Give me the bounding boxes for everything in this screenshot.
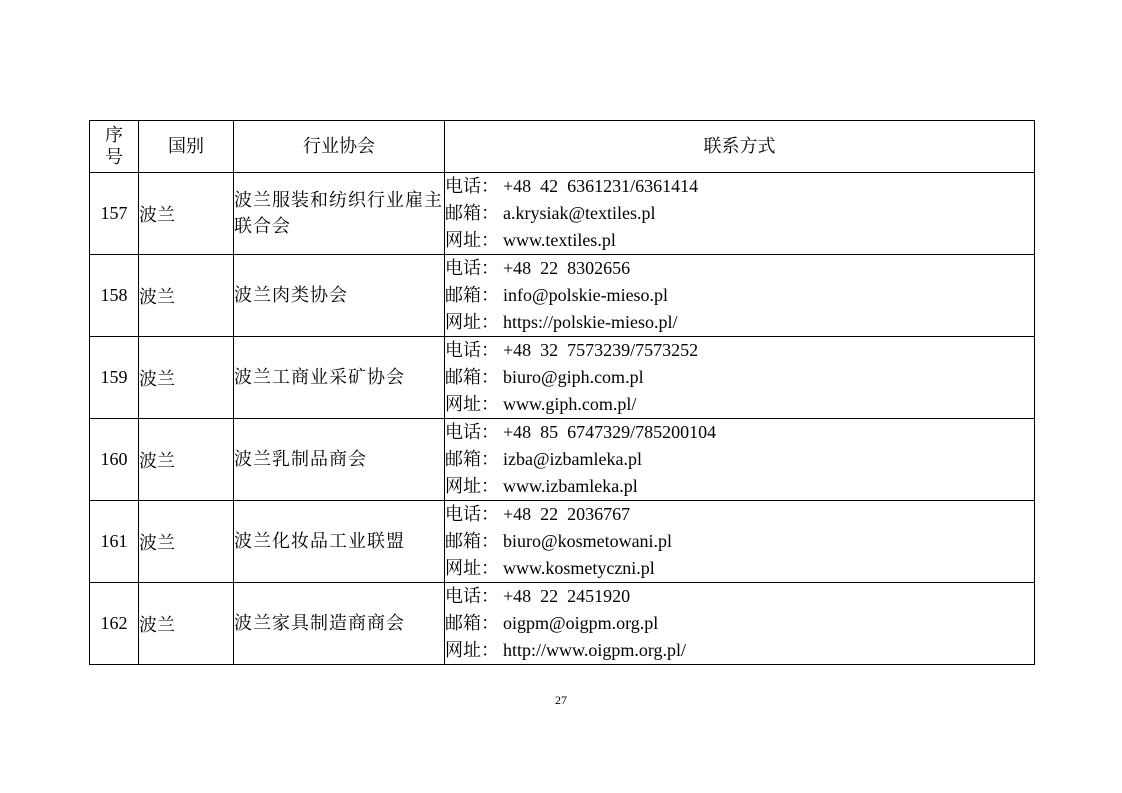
website-label: 网址： — [445, 230, 499, 251]
row-country: 波兰 — [139, 583, 234, 665]
contact-website — [445, 555, 1034, 582]
email-value: oigpm@oigpm.org.pl — [503, 613, 659, 633]
contact-email — [445, 282, 1034, 309]
website-value: www.textiles.pl — [503, 230, 616, 250]
email-label: 邮箱： — [445, 613, 499, 634]
phone-value: +48 85 6747329/785200104 — [503, 422, 717, 442]
contact-website — [445, 309, 1034, 336]
contact-email — [445, 528, 1034, 555]
email-label: 邮箱： — [445, 203, 499, 224]
phone-value: +48 22 2451920 — [503, 586, 631, 606]
row-country: 波兰 — [139, 419, 234, 501]
phone-label: 电话： — [445, 504, 499, 525]
row-contact — [445, 583, 1035, 665]
header-country: 国别 — [139, 121, 234, 173]
contact-website — [445, 637, 1034, 664]
header-contact: 联系方式 — [445, 121, 1035, 173]
table-row — [90, 501, 1035, 583]
row-association: 波兰家具制造商商会 — [234, 583, 445, 665]
phone-label: 电话： — [445, 340, 499, 361]
association-table — [89, 120, 1035, 665]
table-row — [90, 173, 1035, 255]
page-number: 27 — [555, 693, 567, 707]
contact-website — [445, 227, 1034, 254]
row-country: 波兰 — [139, 501, 234, 583]
contact-email — [445, 200, 1034, 227]
contact-phone — [445, 255, 1034, 282]
table-row — [90, 255, 1035, 337]
phone-label: 电话： — [445, 258, 499, 279]
email-value: a.krysiak@textiles.pl — [503, 203, 656, 223]
contact-email — [445, 446, 1034, 473]
row-contact — [445, 255, 1035, 337]
website-label: 网址： — [445, 476, 499, 497]
header-number-line2: 号 — [105, 146, 123, 168]
row-number: 159 — [90, 337, 139, 419]
contact-phone — [445, 337, 1034, 364]
contact-email — [445, 364, 1034, 391]
email-label: 邮箱： — [445, 449, 499, 470]
email-label: 邮箱： — [445, 531, 499, 552]
row-country: 波兰 — [139, 173, 234, 255]
website-label: 网址： — [445, 640, 499, 661]
phone-label: 电话： — [445, 422, 499, 443]
row-association: 波兰工商业采矿协会 — [234, 337, 445, 419]
row-association: 波兰肉类协会 — [234, 255, 445, 337]
row-number: 160 — [90, 419, 139, 501]
website-value: www.kosmetyczni.pl — [503, 558, 655, 578]
row-association: 波兰化妆品工业联盟 — [234, 501, 445, 583]
contact-phone — [445, 419, 1034, 446]
header-association: 行业协会 — [234, 121, 445, 173]
table-header-row — [90, 121, 1035, 173]
table-row — [90, 583, 1035, 665]
email-value: info@polskie-mieso.pl — [503, 285, 669, 305]
phone-label: 电话： — [445, 176, 499, 197]
row-number: 162 — [90, 583, 139, 665]
email-label: 邮箱： — [445, 285, 499, 306]
header-number-line1: 序 — [105, 124, 123, 146]
email-value: izba@izbamleka.pl — [503, 449, 643, 469]
phone-value: +48 22 2036767 — [503, 504, 631, 524]
row-association: 波兰服装和纺织行业雇主联合会 — [234, 173, 445, 255]
website-value: http://www.oigpm.org.pl/ — [503, 640, 687, 660]
phone-label: 电话： — [445, 586, 499, 607]
phone-value: +48 32 7573239/7573252 — [503, 340, 699, 360]
email-value: biuro@kosmetowani.pl — [503, 531, 673, 551]
row-contact — [445, 419, 1035, 501]
contact-phone — [445, 173, 1034, 200]
phone-value: +48 22 8302656 — [503, 258, 631, 278]
contact-phone — [445, 501, 1034, 528]
row-association: 波兰乳制品商会 — [234, 419, 445, 501]
phone-value: +48 42 6361231/6361414 — [503, 176, 699, 196]
email-label: 邮箱： — [445, 367, 499, 388]
website-label: 网址： — [445, 312, 499, 333]
header-number — [90, 121, 139, 173]
row-number: 157 — [90, 173, 139, 255]
row-country: 波兰 — [139, 337, 234, 419]
row-contact — [445, 501, 1035, 583]
website-label: 网址： — [445, 558, 499, 579]
table-row — [90, 419, 1035, 501]
website-value: www.izbamleka.pl — [503, 476, 638, 496]
row-number: 158 — [90, 255, 139, 337]
contact-website — [445, 473, 1034, 500]
contact-website — [445, 391, 1034, 418]
row-country: 波兰 — [139, 255, 234, 337]
website-value: https://polskie-mieso.pl/ — [503, 312, 678, 332]
website-value: www.giph.com.pl/ — [503, 394, 637, 414]
contact-phone — [445, 583, 1034, 610]
email-value: biuro@giph.com.pl — [503, 367, 644, 387]
row-number: 161 — [90, 501, 139, 583]
row-contact — [445, 337, 1035, 419]
contact-email — [445, 610, 1034, 637]
website-label: 网址： — [445, 394, 499, 415]
table-row — [90, 337, 1035, 419]
row-contact — [445, 173, 1035, 255]
